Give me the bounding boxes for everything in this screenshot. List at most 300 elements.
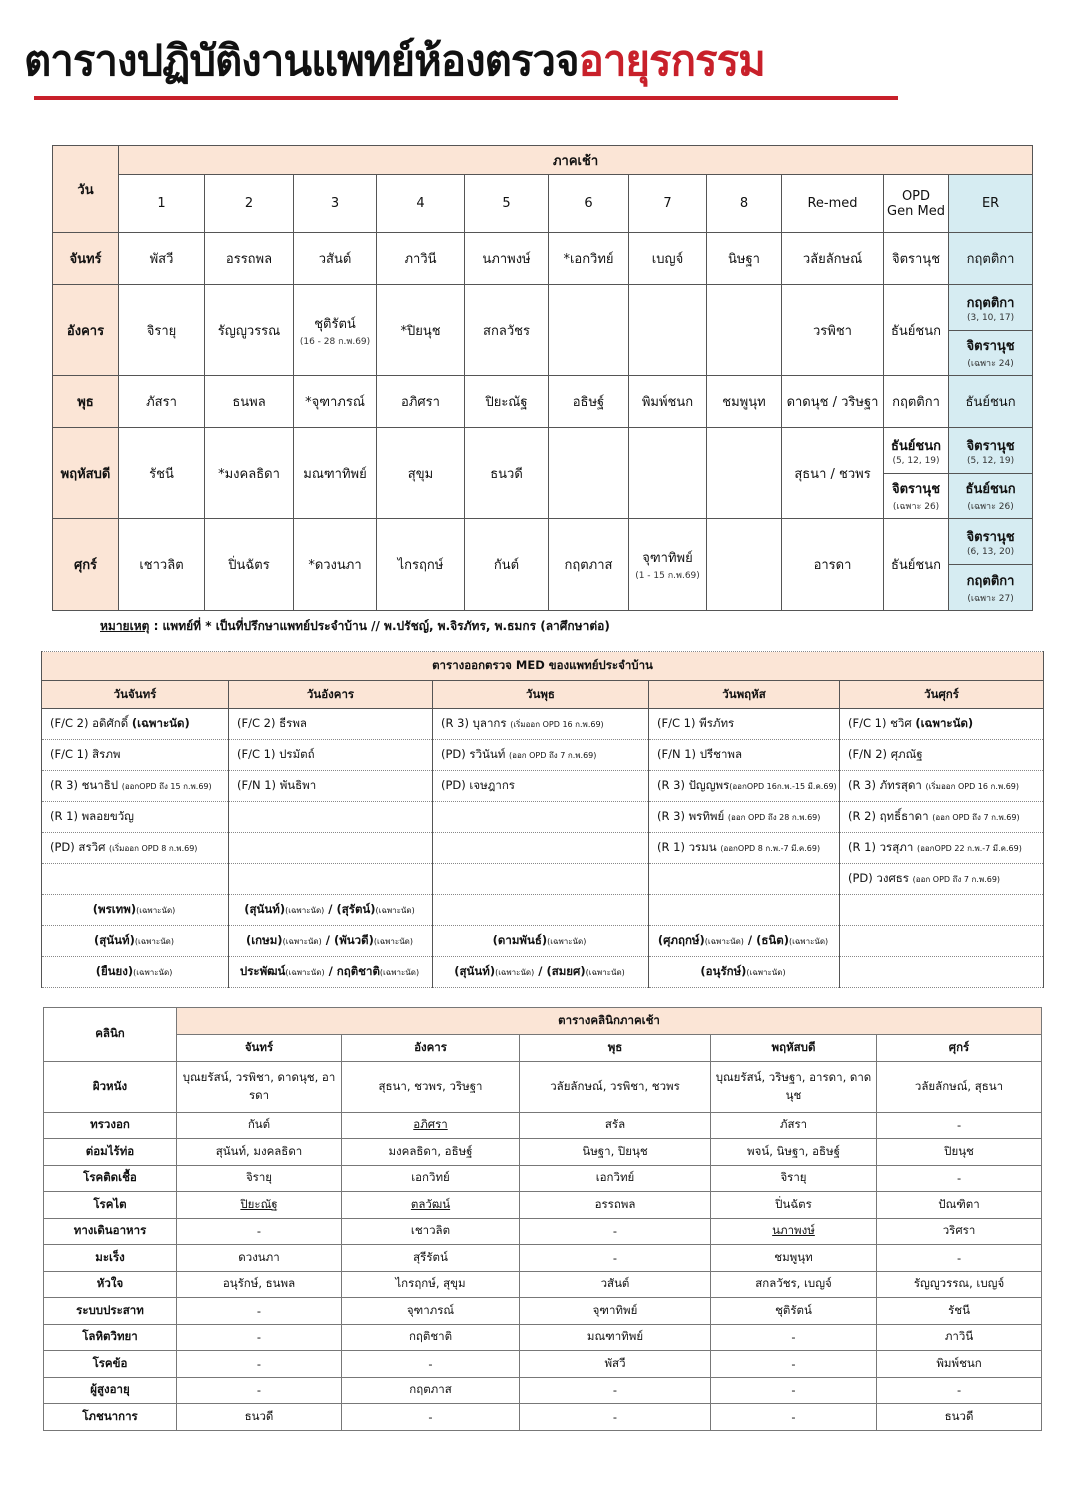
med-special-note: (เฉพาะนัด)	[136, 906, 176, 915]
med-cell-text: (R 1) วรมน	[657, 840, 721, 854]
med-cell-period: (ออกOPD 8 ก.พ.-7 มี.ค.69)	[720, 844, 821, 853]
schedule-cell: สุขุม	[377, 428, 465, 519]
med-special-sep: /	[743, 933, 757, 947]
med-cell-text: (PD) เจษฎากร	[441, 778, 515, 792]
column-header: Re-med	[782, 175, 884, 233]
schedule-row	[53, 519, 1033, 565]
column-header: 7	[629, 175, 707, 233]
clinic-cell: สุรีรัตน์	[342, 1245, 520, 1272]
clinic-cell: -	[177, 1351, 342, 1378]
schedule-cell: *จุฑาภรณ์	[294, 376, 377, 428]
med-special-cell	[433, 926, 649, 957]
er-note: (3, 10, 17)	[967, 312, 1015, 323]
er-name: จิตรานุช	[966, 530, 1015, 545]
clinic-cell: ธนวดี	[877, 1404, 1042, 1431]
er-cell-bottom	[949, 565, 1033, 611]
clinic-cell: พจน์, นิษฐา, อธิษฐ์	[711, 1139, 877, 1166]
clinic-cell: -	[711, 1404, 877, 1431]
med-special-cell	[229, 957, 433, 988]
schedule-cell: *มงคลธิดา	[205, 428, 294, 519]
med-special-note: (เฉพาะนัด)	[133, 968, 173, 977]
med-cell-period: (เริ่มออก OPD 8 ก.พ.69)	[109, 844, 198, 853]
schedule-cell	[629, 519, 707, 611]
opd-cell: ธันย์ชนก	[884, 285, 949, 376]
med-days-row	[42, 681, 1044, 709]
med-cell	[649, 802, 840, 833]
med-cell	[433, 740, 649, 771]
er-name: กฤตติกา	[966, 295, 1015, 311]
er-note: (เฉพาะ 24)	[967, 359, 1014, 370]
med-special-name: (ธนิต)	[756, 933, 789, 947]
med-cell	[649, 771, 840, 802]
clinic-cell: กฤติชาติ	[342, 1324, 520, 1351]
med-special-cell	[229, 895, 433, 926]
footnote	[100, 617, 610, 636]
clinic-name: โภชนาการ	[44, 1404, 177, 1431]
opd-cell: จิตรานุช	[884, 233, 949, 285]
schedule-row	[53, 285, 1033, 331]
clinic-cell: อนุรักษ์, ธนพล	[177, 1271, 342, 1298]
clinic-cell: ธนวดี	[177, 1404, 342, 1431]
med-cell	[42, 709, 229, 740]
schedule-cell: อรรถพล	[205, 233, 294, 285]
med-cell-period: (ออก OPD ถึง 7 ก.พ.69)	[509, 751, 597, 760]
er-header: ER	[949, 175, 1033, 233]
med-special-sep: /	[321, 933, 334, 947]
column-header: 8	[707, 175, 782, 233]
er-cell-top	[949, 428, 1033, 474]
clinic-name: โรคข้อ	[44, 1351, 177, 1378]
footnote-label: หมายเหตุ	[100, 619, 150, 633]
med-cell-text: (F/C 1) สิรภพ	[50, 747, 121, 761]
clinic-cell: ตลวัฒน์	[342, 1192, 520, 1219]
med-cell-text: (F/C 1) ปรมัตถ์	[237, 747, 315, 761]
med-cell	[229, 833, 433, 864]
clinic-row	[44, 1218, 1042, 1245]
med-cell	[433, 771, 649, 802]
schedule-cell: มณฑาทิพย์	[294, 428, 377, 519]
schedule-cell: พิมพ์ชนก	[629, 376, 707, 428]
clinic-label: คลินิก	[44, 1008, 177, 1062]
clinic-name: โรคไต	[44, 1192, 177, 1219]
clinic-cell: บุณยรัสน์, วรพิชา, ดาดนุช, อารดา	[177, 1061, 342, 1112]
med-special-sep: /	[324, 964, 337, 978]
med-day-header: วันอังคาร	[229, 681, 433, 709]
clinic-day-header: พฤหัสบดี	[711, 1035, 877, 1062]
schedule-cell: เบญจ์	[629, 233, 707, 285]
med-cell	[433, 864, 649, 895]
med-row	[42, 771, 1044, 802]
column-header: 1	[119, 175, 205, 233]
schedule-cell: เชาวลิต	[119, 519, 205, 611]
clinic-cell: อภิศรา	[342, 1112, 520, 1139]
schedule-cell: วรพิชา	[782, 285, 884, 376]
med-special-row	[42, 895, 1044, 926]
med-special-note: (เฉพาะนัด)	[285, 906, 325, 915]
clinic-cell: -	[520, 1404, 711, 1431]
clinic-cell: เอกวิทย์	[342, 1165, 520, 1192]
med-special-note: (เฉพาะนัด)	[704, 937, 744, 946]
schedule-cell: *เอกวิทย์	[549, 233, 629, 285]
clinic-cell: เชาวลิต	[342, 1218, 520, 1245]
clinic-day-header: ศุกร์	[877, 1035, 1042, 1062]
med-row	[42, 864, 1044, 895]
day-cell: พุธ	[53, 376, 119, 428]
med-special-note: (เฉพาะนัด)	[585, 968, 625, 977]
med-special-cell	[229, 926, 433, 957]
clinic-cell: บุณยรัสน์, วริษฐา, อารดา, ดาดนุช	[711, 1061, 877, 1112]
med-day-header: วันพุธ	[433, 681, 649, 709]
med-special-name: (ดามพันธ์)	[492, 933, 548, 947]
schedule-cell: ภัสรา	[119, 376, 205, 428]
med-cell-period: (เริ่มออก OPD 16 ก.พ.69)	[510, 720, 604, 729]
clinic-cell: ภาวินี	[877, 1324, 1042, 1351]
schedule-cell: นภาพงษ์	[465, 233, 549, 285]
med-cell-text: (F/N 1) ปรีชาพล	[657, 747, 743, 761]
opd-header-line1: OPD	[901, 188, 931, 204]
med-special-name: (ศุภฤกษ์)	[657, 933, 705, 947]
column-header: 3	[294, 175, 377, 233]
clinic-row	[44, 1404, 1042, 1431]
med-cell-text: (F/C 2) อดิศักดิ์	[50, 716, 132, 730]
schedule-cell: ธนวดี	[465, 428, 549, 519]
schedule-row	[53, 428, 1033, 474]
schedule-cell: ปิ่นฉัตร	[205, 519, 294, 611]
med-cell-period: (ออกOPD 22 ก.พ.-7 มี.ค.69)	[916, 844, 1022, 853]
clinic-cell: -	[177, 1298, 342, 1325]
med-cell	[229, 709, 433, 740]
med-cell	[840, 709, 1044, 740]
er-note: (เฉพาะ 26)	[967, 502, 1014, 513]
clinic-cell: -	[177, 1377, 342, 1404]
med-special-cell	[840, 895, 1044, 926]
clinic-row	[44, 1324, 1042, 1351]
med-cell	[42, 740, 229, 771]
med-cell	[840, 864, 1044, 895]
clinic-cell: นภาพงษ์	[711, 1218, 877, 1245]
med-special-note: (เฉพาะนัด)	[134, 937, 174, 946]
clinic-cell: ปิยนุช	[877, 1139, 1042, 1166]
schedule-cell: พัสวี	[119, 233, 205, 285]
clinic-cell: วริศรา	[877, 1218, 1042, 1245]
schedule-cell	[629, 428, 707, 519]
med-cell-period: (ออก OPD ถึง 7 ก.พ.69)	[932, 813, 1020, 822]
er-name: ธันย์ชนก	[965, 482, 1016, 498]
er-name: จิตรานุช	[966, 339, 1015, 355]
clinic-name: ทางเดินอาหาร	[44, 1218, 177, 1245]
med-special-sep: /	[534, 964, 547, 978]
med-special-sep: /	[324, 902, 337, 916]
column-header: 5	[465, 175, 549, 233]
med-special-cell	[433, 895, 649, 926]
med-cell	[649, 709, 840, 740]
clinic-cell: -	[877, 1377, 1042, 1404]
clinic-row	[44, 1377, 1042, 1404]
med-cell	[229, 864, 433, 895]
clinic-cell: รัญญูวรรณ, เบญจ์	[877, 1271, 1042, 1298]
med-special-note: (เฉพาะนัด)	[547, 937, 587, 946]
clinic-cell: วลัยลักษณ์, สุธนา	[877, 1061, 1042, 1112]
clinic-cell: ไกรฤกษ์, สุขุม	[342, 1271, 520, 1298]
schedule-cell-note: (16 - 28 ก.พ.69)	[299, 336, 371, 347]
clinic-cell: -	[177, 1324, 342, 1351]
med-special-name: (สุนันท์)	[454, 964, 496, 978]
med-cell	[42, 771, 229, 802]
med-row	[42, 833, 1044, 864]
er-note: (6, 13, 20)	[967, 547, 1015, 557]
schedule-row	[53, 376, 1033, 428]
med-cell	[840, 771, 1044, 802]
column-header: 4	[377, 175, 465, 233]
schedule-cell: กันต์	[465, 519, 549, 611]
med-cell-text: (F/C 2) ธีรพล	[237, 716, 307, 730]
schedule-cell: *ปิยนุช	[377, 285, 465, 376]
er-name: กฤตติกา	[966, 574, 1015, 589]
med-special-note: (เฉพาะนัด)	[375, 906, 415, 915]
opd-header	[884, 175, 949, 233]
clinic-cell: -	[342, 1351, 520, 1378]
schedule-cell: อภิศรา	[377, 376, 465, 428]
clinic-table	[43, 1007, 1042, 1431]
med-special-name: (สุรัตน์)	[336, 902, 376, 916]
med-cell	[42, 864, 229, 895]
med-special-name: (อนุรักษ์)	[700, 964, 747, 978]
er-note: (เฉพาะ 27)	[967, 594, 1014, 604]
med-cell-text: (F/N 2) ศุภณัฐ	[848, 747, 923, 761]
med-cell	[649, 864, 840, 895]
med-special-cell	[649, 895, 840, 926]
schedule-cell	[294, 285, 377, 376]
day-cell: ศุกร์	[53, 519, 119, 611]
schedule-cell	[549, 285, 629, 376]
med-special-cell	[42, 926, 229, 957]
med-cell-text: (F/N 1) พันธิพา	[237, 778, 317, 792]
med-cell	[42, 802, 229, 833]
clinic-row	[44, 1112, 1042, 1139]
clinic-cell: สุธนา, ชวพร, วริษฐา	[342, 1061, 520, 1112]
opd-cell-bottom	[884, 473, 949, 519]
med-special-name: (สมยศ)	[546, 964, 586, 978]
er-cell: กฤตติกา	[949, 233, 1033, 285]
med-special-cell	[840, 926, 1044, 957]
med-special-note: (เฉพาะนัด)	[282, 937, 322, 946]
schedule-cell-note: (1 - 15 ก.พ.69)	[635, 571, 700, 581]
med-cell-period: (ออกOPD ถึง 15 ก.พ.69)	[121, 782, 212, 791]
med-cell-text: (F/C 1) ชวิศ	[848, 716, 916, 730]
schedule-cell: ไกรฤกษ์	[377, 519, 465, 611]
clinic-row	[44, 1245, 1042, 1272]
clinic-name: หัวใจ	[44, 1271, 177, 1298]
er-name: จิตรานุช	[966, 438, 1015, 454]
opd-cell: ธันย์ชนก	[884, 519, 949, 611]
clinic-cell: วลัยลักษณ์, วรพิชา, ชวพร	[520, 1061, 711, 1112]
med-special-name: (สุนันท์)	[244, 902, 286, 916]
opd-name: จิตรานุช	[891, 482, 941, 498]
clinic-cell: นิษฐา, ปิยนุช	[520, 1139, 711, 1166]
med-row	[42, 740, 1044, 771]
med-special-cell	[42, 895, 229, 926]
schedule-cell: ชมพูนุท	[707, 376, 782, 428]
clinic-cell: มณฑาทิพย์	[520, 1324, 711, 1351]
schedule-cell: อารดา	[782, 519, 884, 611]
med-special-name: (พันวดี)	[333, 933, 374, 947]
er-cell-bottom	[949, 473, 1033, 519]
med-cell-text: (PD) สรวิศ	[50, 840, 110, 854]
er-note: (5, 12, 19)	[967, 455, 1015, 466]
clinic-cell: ชุติรัตน์	[711, 1298, 877, 1325]
schedule-cell: อธิษฐ์	[549, 376, 629, 428]
med-cell-text: (R 3) บุลากร	[441, 716, 511, 730]
er-cell-top	[949, 519, 1033, 565]
schedule-cell: จิรายุ	[119, 285, 205, 376]
clinic-name: ต่อมไร้ท่อ	[44, 1139, 177, 1166]
title-underline	[34, 96, 898, 100]
med-body	[42, 709, 1044, 988]
clinic-row	[44, 1192, 1042, 1219]
er-cell: ธันย์ชนก	[949, 376, 1033, 428]
med-cell-period: (ออก OPD ถึง 28 ก.พ.69)	[727, 813, 821, 822]
clinic-name: ระบบประสาท	[44, 1298, 177, 1325]
clinic-cell: พิมพ์ชนก	[877, 1351, 1042, 1378]
med-special-row	[42, 957, 1044, 988]
med-special-cell	[433, 957, 649, 988]
clinic-cell: -	[711, 1377, 877, 1404]
schedule-cell: รัชนี	[119, 428, 205, 519]
clinic-name: โลหิตวิทยา	[44, 1324, 177, 1351]
schedule-cell	[629, 285, 707, 376]
schedule-cell-name: ชุติรัตน์	[314, 316, 356, 332]
clinic-cell: อรรถพล	[520, 1192, 711, 1219]
med-special-note: (เฉพาะนัด)	[373, 937, 413, 946]
column-header: 2	[205, 175, 294, 233]
day-header: วัน	[53, 146, 119, 233]
clinic-cell: ปิ่นฉัตร	[711, 1192, 877, 1219]
schedule-cell: สุธนา / ชวพร	[782, 428, 884, 519]
med-cell	[433, 802, 649, 833]
page-title	[24, 28, 765, 94]
clinic-cell: -	[711, 1351, 877, 1378]
med-cell	[433, 833, 649, 864]
schedule-cell	[707, 428, 782, 519]
opd-cell-top	[884, 428, 949, 474]
med-special-cell	[42, 957, 229, 988]
med-table	[41, 651, 1044, 988]
clinic-cell: กันต์	[177, 1112, 342, 1139]
clinic-cell: ชมพูนุท	[711, 1245, 877, 1272]
clinic-row	[44, 1351, 1042, 1378]
day-cell: อังคาร	[53, 285, 119, 376]
clinic-body	[44, 1061, 1042, 1430]
schedule-cell-name: จุฑาทิพย์	[642, 551, 693, 566]
med-cell	[229, 802, 433, 833]
clinic-cell: วสันต์	[520, 1271, 711, 1298]
schedule-body	[53, 233, 1033, 611]
med-day-header: วันพฤหัส	[649, 681, 840, 709]
schedule-cell	[707, 285, 782, 376]
title-main: ตารางปฏิบัติงานแพทย์ห้องตรวจ	[24, 36, 579, 85]
schedule-cell: วลัยลักษณ์	[782, 233, 884, 285]
clinic-cell: -	[177, 1218, 342, 1245]
schedule-cell: ธนพล	[205, 376, 294, 428]
schedule-table	[52, 145, 1033, 611]
med-caption: ตารางออกตรวจ MED ของแพทย์ประจำบ้าน	[42, 652, 1044, 681]
opd-name: ธันย์ชนก	[890, 438, 942, 454]
clinic-cell: สกลวัชร, เบญจ์	[711, 1271, 877, 1298]
clinic-days-row	[44, 1035, 1042, 1062]
med-cell	[649, 740, 840, 771]
med-special-name: (ยืนยง)	[95, 964, 134, 978]
med-special-note: (เฉพาะนัด)	[495, 968, 535, 977]
med-cell-appt: (เฉพาะนัด)	[915, 716, 974, 730]
clinic-cell: จิรายุ	[177, 1165, 342, 1192]
opd-cell: กฤตติกา	[884, 376, 949, 428]
med-special-name: (เกษม)	[246, 933, 283, 947]
med-day-header: วันศุกร์	[840, 681, 1044, 709]
clinic-cell: สุนันท์, มงคลธิดา	[177, 1139, 342, 1166]
opd-header-line2: Gen Med	[887, 203, 945, 219]
med-special-cell	[649, 926, 840, 957]
schedule-cell	[549, 428, 629, 519]
med-special-note: (เฉพาะนัด)	[285, 968, 325, 977]
er-cell-bottom	[949, 330, 1033, 376]
med-special-note: (เฉพาะนัด)	[379, 968, 420, 977]
clinic-day-header: อังคาร	[342, 1035, 520, 1062]
clinic-cell: จุฑาทิพย์	[520, 1298, 711, 1325]
clinic-cell: -	[520, 1377, 711, 1404]
clinic-day-header: จันทร์	[177, 1035, 342, 1062]
med-cell-text: (R 3) ภัทรสุดา	[848, 778, 926, 792]
clinic-caption: ตารางคลินิกภาคเช้า	[177, 1008, 1042, 1035]
med-cell	[840, 833, 1044, 864]
clinic-cell: รัชนี	[877, 1298, 1042, 1325]
clinic-cell: ภัสรา	[711, 1112, 877, 1139]
schedule-cell: รัญญูวรรณ	[205, 285, 294, 376]
med-cell-appt: (เฉพาะนัด)	[131, 716, 190, 730]
med-special-name: (สุนันท์)	[94, 933, 135, 947]
clinic-cell: จิรายุ	[711, 1165, 877, 1192]
clinic-cell: มงคลธิดา, อธิษฐ์	[342, 1139, 520, 1166]
med-cell	[433, 709, 649, 740]
schedule-cell: ปิยะณัฐ	[465, 376, 549, 428]
clinic-name: ผิวหนัง	[44, 1061, 177, 1112]
med-cell	[229, 740, 433, 771]
clinic-cell: -	[877, 1112, 1042, 1139]
column-header-row	[53, 175, 1033, 233]
med-cell-period: (เริ่มออก OPD 16 ก.พ.69)	[925, 782, 1020, 791]
title-accent: อายุรกรรม	[578, 36, 765, 85]
clinic-row	[44, 1271, 1042, 1298]
clinic-row	[44, 1139, 1042, 1166]
er-cell-top	[949, 285, 1033, 331]
clinic-cell: ดวงนภา	[177, 1245, 342, 1272]
med-cell	[840, 740, 1044, 771]
med-cell-text: (R 2) ฤทธิ์ธาดา	[848, 809, 933, 823]
med-row	[42, 802, 1044, 833]
med-cell-text: (PD) รวินันท์	[441, 747, 510, 761]
clinic-cell: -	[877, 1245, 1042, 1272]
schedule-cell: ดาดนุช / วริษฐา	[782, 376, 884, 428]
clinic-cell: -	[520, 1245, 711, 1272]
schedule-cell: *ดวงนภา	[294, 519, 377, 611]
clinic-row	[44, 1061, 1042, 1112]
clinic-cell: เอกวิทย์	[520, 1165, 711, 1192]
clinic-name: มะเร็ง	[44, 1245, 177, 1272]
morning-section-header: ภาคเช้า	[119, 146, 1033, 175]
schedule-cell: กฤตภาส	[549, 519, 629, 611]
med-cell-text: (F/C 1) พีรภัทร	[657, 716, 735, 730]
med-special-row	[42, 926, 1044, 957]
med-day-header: วันจันทร์	[42, 681, 229, 709]
